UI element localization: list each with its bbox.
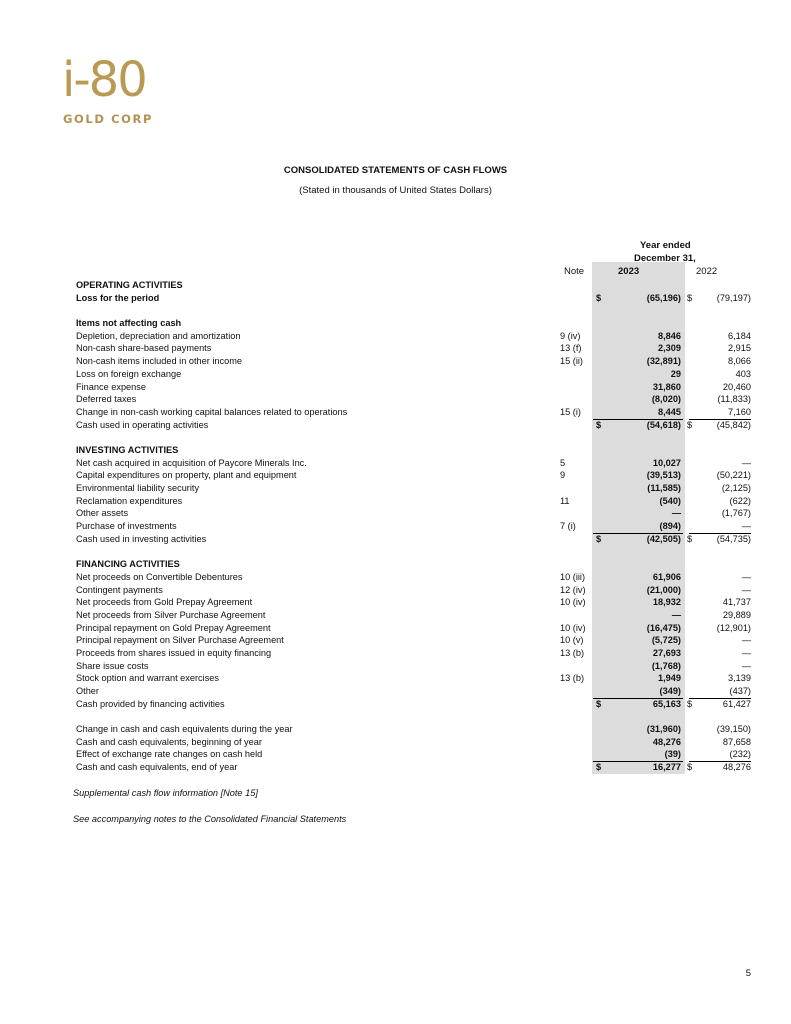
value-2022: (54,735) <box>716 533 751 544</box>
value-2023: 65,163 <box>652 698 681 709</box>
value-2023: — <box>671 508 681 519</box>
row-label: Change in non-cash working capital balances related to operations <box>76 406 348 417</box>
table-row <box>0 457 791 470</box>
row-note: 11 <box>560 495 570 506</box>
value-2023: (42,505) <box>646 533 681 544</box>
value-2022: — <box>741 660 751 671</box>
value-2023: 2,309 <box>658 343 681 354</box>
row-label: Contingent payments <box>76 584 163 595</box>
currency-2023: $ <box>596 698 602 709</box>
table-row <box>0 482 791 495</box>
value-2023: 48,276 <box>652 736 681 747</box>
row-note: 15 (ii) <box>560 356 583 367</box>
row-label: Environmental liability security <box>76 483 200 493</box>
currency-2023: $ <box>596 762 602 773</box>
table-row <box>0 469 791 482</box>
row-label: Stock option and warrant exercises <box>76 673 219 684</box>
table-row <box>0 634 791 647</box>
table-row <box>0 520 791 533</box>
value-2023: (1,768) <box>651 660 681 671</box>
row-label: Principal repayment on Gold Prepay Agreement <box>76 622 271 633</box>
row-label: Net proceeds from Gold Prepay Agreement <box>76 597 253 608</box>
row-label: Effect of exchange rate changes on cash held <box>76 749 263 760</box>
table-row <box>0 761 791 774</box>
value-2023: (894) <box>659 521 681 532</box>
value-2022: (45,842) <box>716 419 751 430</box>
value-2023: 31,860 <box>652 381 681 392</box>
value-2022: 48,276 <box>722 762 751 773</box>
logo-mark: i-80 <box>62 52 146 108</box>
row-label: Net proceeds from Silver Purchase Agreement <box>76 609 266 620</box>
value-2023: (11,585) <box>647 483 681 493</box>
statement-subtitle: (Stated in thousands of United States Dollars) <box>299 185 492 196</box>
row-note: 10 (iv) <box>560 622 586 633</box>
value-2023: (65,196) <box>646 292 681 303</box>
value-2022: — <box>741 457 751 468</box>
value-2023: (39) <box>664 749 681 760</box>
currency-2022: $ <box>687 292 693 303</box>
value-2022: (2,125) <box>721 483 751 493</box>
table-row <box>0 330 791 343</box>
table-row <box>0 393 791 406</box>
table-row <box>0 748 791 761</box>
row-label: Items not affecting cash <box>76 318 182 329</box>
row-label: Reclamation expenditures <box>76 495 183 506</box>
row-note: 7 (i) <box>560 521 576 532</box>
table-row <box>0 444 791 457</box>
row-note: 10 (v) <box>560 635 584 646</box>
table-row <box>0 736 791 749</box>
value-2022: 6,184 <box>728 330 751 341</box>
value-2022: 20,460 <box>722 381 751 392</box>
table-row <box>0 685 791 698</box>
currency-2023: $ <box>596 292 602 303</box>
value-2023: 1,949 <box>658 673 681 684</box>
value-2023: 61,906 <box>652 571 681 582</box>
value-2023: 18,932 <box>652 597 681 608</box>
table-row <box>0 317 791 330</box>
row-label: Other <box>76 686 99 696</box>
header-year-ended: Year ended <box>640 240 691 251</box>
value-2022: (437) <box>729 686 751 696</box>
row-label: FINANCING ACTIVITIES <box>76 559 180 570</box>
row-note: 10 (iv) <box>560 597 586 608</box>
table-row <box>0 584 791 597</box>
value-2022: (39,150) <box>716 724 751 735</box>
value-2022: 41,737 <box>722 597 751 608</box>
value-2022: — <box>741 584 751 595</box>
table-row <box>0 495 791 508</box>
row-label: Purchase of investments <box>76 521 177 532</box>
value-2022: — <box>741 635 751 646</box>
table-row <box>0 609 791 622</box>
value-2022: 7,160 <box>728 406 751 417</box>
table-row <box>0 406 791 419</box>
table-row <box>0 596 791 609</box>
value-2022: — <box>741 571 751 582</box>
row-label: Change in cash and cash equivalents during the year <box>76 724 293 735</box>
row-note: 5 <box>560 457 566 468</box>
table-row <box>0 571 791 584</box>
row-label: Loss for the period <box>76 292 160 303</box>
table-row <box>0 723 791 736</box>
row-note: 9 (iv) <box>560 330 581 341</box>
row-label: Finance expense <box>76 381 146 392</box>
row-label: Non-cash share-based payments <box>76 343 212 354</box>
currency-2023: $ <box>596 533 602 544</box>
value-2023: (16,475) <box>646 622 681 633</box>
company-logo <box>62 52 182 130</box>
value-2023: (540) <box>659 495 681 506</box>
value-2023: 29 <box>670 368 681 379</box>
row-label: Share issue costs <box>76 660 149 671</box>
value-2022: 3,139 <box>728 673 751 684</box>
row-label: Other assets <box>76 508 129 519</box>
table-row <box>0 368 791 381</box>
value-2023: (32,891) <box>646 356 681 367</box>
value-2023: 8,846 <box>658 330 681 341</box>
currency-2022: $ <box>687 762 693 773</box>
value-2023: (5,725) <box>651 635 681 646</box>
value-2022: 61,427 <box>722 698 751 709</box>
header-december: December 31, <box>634 253 696 264</box>
value-2022: 403 <box>735 368 751 379</box>
row-label: Cash provided by financing activities <box>76 698 225 709</box>
row-note: 9 <box>560 470 566 481</box>
row-label: INVESTING ACTIVITIES <box>76 444 179 455</box>
statement-title: CONSOLIDATED STATEMENTS OF CASH FLOWS <box>283 165 508 176</box>
value-2022: (50,221) <box>716 470 751 481</box>
cash-flow-table <box>0 279 791 774</box>
row-spacer <box>0 710 791 723</box>
row-note: 13 (b) <box>560 673 585 684</box>
row-note: 10 (iii) <box>560 571 586 582</box>
supplemental-note: Supplemental cash flow information [Note 15] <box>73 788 258 798</box>
row-label: Cash and cash equivalents, end of year <box>76 762 238 773</box>
row-label: Cash and cash equivalents, beginning of year <box>76 736 262 747</box>
value-2023: (349) <box>659 686 681 696</box>
table-row <box>0 342 791 355</box>
table-row <box>0 622 791 635</box>
table-row <box>0 558 791 571</box>
value-2022: 87,658 <box>722 736 751 747</box>
value-2023: 8,445 <box>658 406 681 417</box>
accompanying-notes: See accompanying notes to the Consolidated Financial Statements <box>73 814 347 824</box>
table-row <box>0 533 791 546</box>
value-2022: (79,197) <box>716 292 751 303</box>
row-label: Net proceeds on Convertible Debentures <box>76 571 243 582</box>
header-2023: 2023 <box>618 266 640 277</box>
header-2022: 2022 <box>696 266 718 277</box>
table-row <box>0 507 791 520</box>
value-2023: 16,277 <box>652 762 681 773</box>
value-2022: (622) <box>729 495 751 506</box>
value-2022: (12,901) <box>716 622 751 633</box>
row-label: Capital expenditures on property, plant and equipment <box>76 470 297 481</box>
row-note: 12 (iv) <box>560 584 586 595</box>
row-label: Proceeds from shares issued in equity financing <box>76 647 272 658</box>
currency-2022: $ <box>687 698 693 709</box>
value-2022: 8,066 <box>728 356 751 367</box>
row-label: Cash used in operating activities <box>76 419 209 430</box>
value-2023: (8,020) <box>651 394 681 405</box>
row-label: Non-cash items included in other income <box>76 356 242 367</box>
row-label: Deferred taxes <box>76 394 137 405</box>
value-2022: (1,767) <box>721 508 751 519</box>
value-2022: (11,833) <box>717 394 751 405</box>
value-2022: — <box>741 521 751 532</box>
table-row <box>0 647 791 660</box>
row-spacer <box>0 545 791 558</box>
value-2023: (39,513) <box>646 470 681 481</box>
table-row <box>0 672 791 685</box>
row-label: Net cash acquired in acquisition of Paycore Minerals Inc. <box>76 457 307 468</box>
value-2023: (31,960) <box>646 724 681 735</box>
table-row <box>0 292 791 305</box>
currency-2023: $ <box>596 419 602 430</box>
value-2022: — <box>741 647 751 658</box>
header-note: Note <box>564 266 585 277</box>
logo-company-name: GOLD CORP <box>63 112 153 126</box>
row-note: 13 (b) <box>560 647 585 658</box>
row-label: OPERATING ACTIVITIES <box>76 280 183 290</box>
row-label: Depletion, depreciation and amortization <box>76 330 241 341</box>
row-note: 15 (i) <box>560 406 581 417</box>
value-2023: 27,693 <box>652 647 681 658</box>
table-row <box>0 698 791 711</box>
row-label: Principal repayment on Silver Purchase Agreement <box>76 635 284 646</box>
table-row <box>0 355 791 368</box>
row-label: Loss on foreign exchange <box>76 368 182 379</box>
table-row <box>0 660 791 673</box>
row-note: 13 (f) <box>560 343 582 354</box>
value-2023: (21,000) <box>646 584 681 595</box>
table-row <box>0 279 791 292</box>
table-row <box>0 419 791 432</box>
value-2022: 29,889 <box>722 609 751 620</box>
value-2022: (232) <box>729 749 751 760</box>
table-row <box>0 381 791 394</box>
value-2023: (54,618) <box>646 419 681 430</box>
row-spacer <box>0 431 791 444</box>
page-number: 5 <box>745 968 751 979</box>
value-2023: — <box>671 609 681 620</box>
row-label: Cash used in investing activities <box>76 533 207 544</box>
value-2023: 10,027 <box>652 457 681 468</box>
currency-2022: $ <box>687 533 693 544</box>
currency-2022: $ <box>687 419 693 430</box>
value-2022: 2,915 <box>728 343 751 354</box>
row-spacer <box>0 304 791 317</box>
